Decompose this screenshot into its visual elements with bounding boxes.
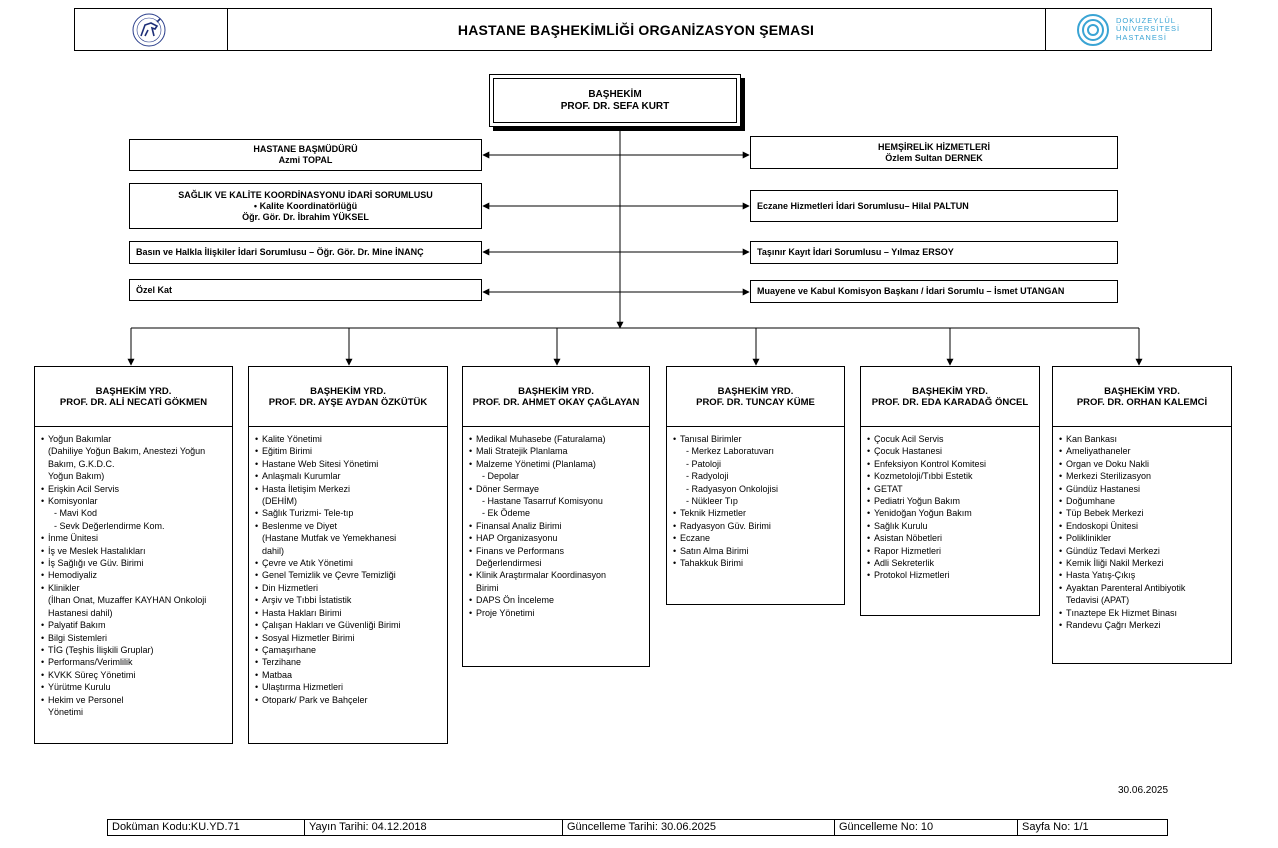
duty-item: • Pediatri Yoğun Bakım xyxy=(867,495,1035,507)
nursing-services-box xyxy=(750,136,1118,169)
duty-item: • Kemik İliği Nakil Merkezi xyxy=(1059,557,1227,569)
duty-item: - Hastane Tasarruf Komisyonu xyxy=(482,496,603,507)
private-floor-box xyxy=(129,279,482,301)
deputy-title: BAŞHEKİM YRD. xyxy=(310,385,386,397)
hospital-logo-cell xyxy=(75,9,228,50)
duty-item: • Satın Alma Birimi xyxy=(673,545,840,557)
box-line: Azmi TOPAL xyxy=(278,155,333,165)
box-line: HEMŞİRELİK HİZMETLERİ xyxy=(878,141,990,152)
duty-item: - Radyasyon Onkolojisi xyxy=(686,483,779,494)
deputy-title: BAŞHEKİM YRD. xyxy=(1104,385,1180,397)
duty-list xyxy=(255,433,443,706)
box-line: Muayene ve Kabul Komisyon Başkanı / İdari Sorumlu – İsmet UTANGAN xyxy=(757,286,1065,296)
duty-item: • Ameliyathaneler xyxy=(1059,445,1227,457)
duty-item: (Hastane Mutfak ve Yemekhanesi xyxy=(262,533,397,544)
duty-item: Değerlendirmesi xyxy=(476,558,542,569)
footer-publish-date: Yayın Tarihi: 04.12.2018 xyxy=(305,820,563,835)
duty-item: • Eczane xyxy=(673,532,840,544)
box-line: Basın ve Halkla İlişkiler İdari Sorumlusu – Öğr. Gör. Dr. Mine İNANÇ xyxy=(136,247,424,257)
duty-item: • Erişkin Acil Servis xyxy=(41,483,228,495)
duty-item: - Sevk Değerlendirme Kom. xyxy=(54,520,165,531)
duty-item: - Nükleer Tıp xyxy=(686,496,738,507)
duty-item: • Gündüz Tedavi Merkezi xyxy=(1059,545,1227,557)
duty-item: Yönetimi xyxy=(48,706,84,717)
deputy-duties-box xyxy=(248,426,448,744)
deputy-duties-box xyxy=(462,426,650,667)
duty-item: (DEHİM) xyxy=(262,496,297,507)
duty-item: • Proje Yönetimi xyxy=(469,607,645,619)
duty-item: - Merkez Laboratuvarı xyxy=(686,446,775,457)
duty-item: • KVKK Süreç Yönetimi xyxy=(41,669,228,681)
duty-item: • Komisyonlar xyxy=(41,495,228,507)
duty-item: Birimi xyxy=(476,582,499,593)
duty-item: (İlhan Onat, Muzaffer KAYHAN Onkoloji xyxy=(48,595,207,606)
duty-item: • Kozmetoloji/Tıbbi Estetik xyxy=(867,470,1035,482)
duty-item: • İş Sağlığı ve Güv. Birimi xyxy=(41,557,228,569)
duty-item: • Gündüz Hastanesi xyxy=(1059,483,1227,495)
deputy-duties-box xyxy=(666,426,845,605)
duty-item: • Malzeme Yönetimi (Planlama) xyxy=(469,458,645,470)
duty-item: • Arşiv ve Tıbbi İstatistik xyxy=(255,594,443,606)
duty-item: Bakım, G.K.D.C. xyxy=(48,458,115,469)
university-seal-icon xyxy=(75,9,227,50)
duty-item: • Hasta Yatış-Çıkış xyxy=(1059,569,1227,581)
university-name-line: ÜNİVERSİTESİ xyxy=(1115,24,1181,34)
university-logo-icon xyxy=(1076,13,1110,47)
duty-item: • Klinik Araştırmalar Koordinasyon xyxy=(469,569,645,581)
duty-item: • Çevre ve Atık Yönetimi xyxy=(255,557,443,569)
duty-item: • TİG (Teşhis İlişkili Gruplar) xyxy=(41,644,228,656)
duty-list xyxy=(41,433,228,718)
duty-item: • Palyatif Bakım xyxy=(41,619,228,631)
duty-list xyxy=(673,433,840,569)
duty-item: • Medikal Muhasebe (Faturalama) xyxy=(469,433,645,445)
deputy-duties-box xyxy=(1052,426,1232,664)
duty-item: • Merkezi Sterilizasyon xyxy=(1059,470,1227,482)
duty-item: • Terzihane xyxy=(255,656,443,668)
deputy-name: PROF. DR. AYŞE AYDAN ÖZKÜTÜK xyxy=(268,396,428,408)
duty-item: • Organ ve Doku Nakli xyxy=(1059,458,1227,470)
duty-item: • Finans ve Performans xyxy=(469,545,645,557)
deputy-name: PROF. DR. TUNCAY KÜME xyxy=(696,396,815,408)
hospital-manager-box xyxy=(129,139,482,171)
box-line: SAĞLIK VE KALİTE KOORDİNASYONU İDARİ SORUMLUSU xyxy=(178,189,433,200)
pharmacy-services-box xyxy=(750,190,1118,222)
duty-item: • Otopark/ Park ve Bahçeler xyxy=(255,694,443,706)
deputy-head-box xyxy=(860,366,1040,427)
duty-item: • Hekim ve Personel xyxy=(41,694,228,706)
chief-physician-box xyxy=(489,74,741,127)
deputy-head-box xyxy=(666,366,845,427)
footer-document-code: Doküman Kodu:KU.YD.71 xyxy=(108,820,305,835)
box-line: Eczane Hizmetleri İdari Sorumlusu– Hilal PALTUN xyxy=(757,200,969,211)
duty-item: dahil) xyxy=(262,545,285,556)
duty-item: • Hasta İletişim Merkezi xyxy=(255,483,443,495)
inspection-commission-box xyxy=(750,280,1118,303)
duty-list xyxy=(1059,433,1227,632)
quality-coordination-box xyxy=(129,183,482,229)
deputy-head-box xyxy=(248,366,448,427)
deputy-name: PROF. DR. AHMET OKAY ÇAĞLAYAN xyxy=(472,396,640,408)
duty-item: (Dahiliye Yoğun Bakım, Anestezi Yoğun xyxy=(48,446,206,457)
box-line: Özlem Sultan DERNEK xyxy=(885,152,983,163)
duty-item: • Tüp Bebek Merkezi xyxy=(1059,507,1227,519)
duty-list xyxy=(867,433,1035,582)
duty-item: • Rapor Hizmetleri xyxy=(867,545,1035,557)
duty-list xyxy=(469,433,645,619)
duty-item: • Bilgi Sistemleri xyxy=(41,632,228,644)
deputy-title: BAŞHEKİM YRD. xyxy=(518,385,594,397)
duty-item: • Döner Sermaye xyxy=(469,483,645,495)
duty-item: • Beslenme ve Diyet xyxy=(255,520,443,532)
duty-item: • Kan Bankası xyxy=(1059,433,1227,445)
duty-item: • Çalışan Hakları ve Güvenliği Birimi xyxy=(255,619,443,631)
duty-item: • Hasta Hakları Birimi xyxy=(255,607,443,619)
duty-item: • Performans/Verimlilik xyxy=(41,656,228,668)
box-line: Öğr. Gör. Dr. İbrahim YÜKSEL xyxy=(242,211,369,222)
university-logo-cell xyxy=(1045,9,1211,50)
duty-item: • Tanısal Birimler xyxy=(673,433,840,445)
duty-item: Tedavisi (APAT) xyxy=(1066,595,1130,606)
duty-item: • Kalite Yönetimi xyxy=(255,433,443,445)
duty-item: • DAPS Ön İnceleme xyxy=(469,594,645,606)
duty-item: • Çamaşırhane xyxy=(255,644,443,656)
duty-item: • Hemodiyaliz xyxy=(41,569,228,581)
footer-revision-number: Güncelleme No: 10 xyxy=(835,820,1018,835)
box-line: Özel Kat xyxy=(136,284,173,295)
duty-item: • HAP Organizasyonu xyxy=(469,532,645,544)
duty-item: • Klinikler xyxy=(41,582,228,594)
page-title: HASTANE BAŞHEKİMLİĞİ ORGANİZASYON ŞEMASI xyxy=(457,21,815,38)
deputy-title: BAŞHEKİM YRD. xyxy=(717,385,794,397)
duty-item: • Anlaşmalı Kurumlar xyxy=(255,470,443,482)
public-relations-box xyxy=(129,241,482,264)
duty-item: Yoğun Bakım) xyxy=(48,471,105,482)
duty-item: • Adli Sekreterlik xyxy=(867,557,1035,569)
footer-update-date: Güncelleme Tarihi: 30.06.2025 xyxy=(563,820,835,835)
deputy-name: PROF. DR. ALİ NECATİ GÖKMEN xyxy=(59,396,208,408)
duty-item: • Çocuk Acil Servis xyxy=(867,433,1035,445)
box-line: HASTANE BAŞMÜDÜRÜ xyxy=(253,144,358,154)
duty-item: • Finansal Analiz Birimi xyxy=(469,520,645,532)
university-name-line: HASTANESİ xyxy=(1115,32,1167,42)
duty-item: • Din Hizmetleri xyxy=(255,582,443,594)
footer-page-number: Sayfa No: 1/1 xyxy=(1022,821,1089,833)
duty-item: • Teknik Hizmetler xyxy=(673,507,840,519)
deputy-name: PROF. DR. EDA KARADAĞ ÖNCEL xyxy=(871,396,1029,408)
duty-item: • Ayaktan Parenteral Antibiyotik xyxy=(1059,582,1227,594)
duty-item: • GETAT xyxy=(867,483,1035,495)
date-stamp: 30.06.2025 xyxy=(1118,785,1169,796)
duty-item: • İş ve Meslek Hastalıkları xyxy=(41,545,228,557)
duty-item: Hastanesi dahil) xyxy=(48,607,113,618)
deputy-head-box xyxy=(34,366,233,427)
duty-item: • Yoğun Bakımlar xyxy=(41,433,228,445)
duty-item: • Doğumhane xyxy=(1059,495,1227,507)
duty-item: - Mavi Kod xyxy=(54,508,98,519)
deputy-head-box xyxy=(462,366,650,427)
duty-item: • Yürütme Kurulu xyxy=(41,681,228,693)
duty-item: • Genel Temizlik ve Çevre Temizliği xyxy=(255,569,443,581)
duty-item: • Radyasyon Güv. Birimi xyxy=(673,520,840,532)
duty-item: • Matbaa xyxy=(255,669,443,681)
duty-item: • Randevu Çağrı Merkezi xyxy=(1059,619,1227,631)
deputy-title: BAŞHEKİM YRD. xyxy=(912,385,988,397)
deputy-duties-box xyxy=(860,426,1040,616)
duty-item: - Patoloji xyxy=(686,458,722,469)
duty-item: • Yenidoğan Yoğun Bakım xyxy=(867,507,1035,519)
deputy-title: BAŞHEKİM YRD. xyxy=(95,385,172,397)
duty-item: • Hastane Web Sitesi Yönetimi xyxy=(255,458,443,470)
duty-item: • Asistan Nöbetleri xyxy=(867,532,1035,544)
deputy-head-box xyxy=(1052,366,1232,427)
duty-item: - Ek Ödeme xyxy=(482,508,531,519)
duty-item: • Tınaztepe Ek Hizmet Binası xyxy=(1059,607,1227,619)
deputy-duties-box xyxy=(34,426,233,744)
deputy-name: PROF. DR. ORHAN KALEMCİ xyxy=(1076,396,1208,408)
duty-item: - Radyoloji xyxy=(686,471,729,482)
duty-item: • Eğitim Birimi xyxy=(255,445,443,457)
duty-item: • Sağlık Turizmi- Tele-tıp xyxy=(255,507,443,519)
duty-item: • İnme Ünitesi xyxy=(41,532,228,544)
chief-title: BAŞHEKİM xyxy=(588,88,642,100)
duty-item: - Depolar xyxy=(482,471,520,482)
document-footer xyxy=(107,819,1168,836)
duty-item: • Sosyal Hizmetler Birimi xyxy=(255,632,443,644)
chief-inner-border xyxy=(493,78,737,123)
box-line: • Kalite Koordinatörlüğü xyxy=(253,200,358,211)
chief-name: PROF. DR. SEFA KURT xyxy=(560,100,670,112)
duty-item: • Poliklinikler xyxy=(1059,532,1227,544)
duty-item: • Ulaştırma Hizmetleri xyxy=(255,681,443,693)
duty-item: • Protokol Hizmetleri xyxy=(867,569,1035,581)
university-name xyxy=(1116,17,1180,43)
duty-item: • Enfeksiyon Kontrol Komitesi xyxy=(867,458,1035,470)
duty-item: • Çocuk Hastanesi xyxy=(867,445,1035,457)
box-line: Taşınır Kayıt İdari Sorumlusu – Yılmaz ERSOY xyxy=(757,247,954,257)
duty-item: • Mali Stratejik Planlama xyxy=(469,445,645,457)
title-cell xyxy=(227,9,1046,50)
duty-item: • Sağlık Kurulu xyxy=(867,520,1035,532)
inventory-registry-box xyxy=(750,241,1118,264)
duty-item: • Tahakkuk Birimi xyxy=(673,557,840,569)
document-header xyxy=(74,8,1212,51)
university-name-line: DOKUZEYLÜL xyxy=(1115,15,1176,25)
duty-item: • Endoskopi Ünitesi xyxy=(1059,520,1227,532)
